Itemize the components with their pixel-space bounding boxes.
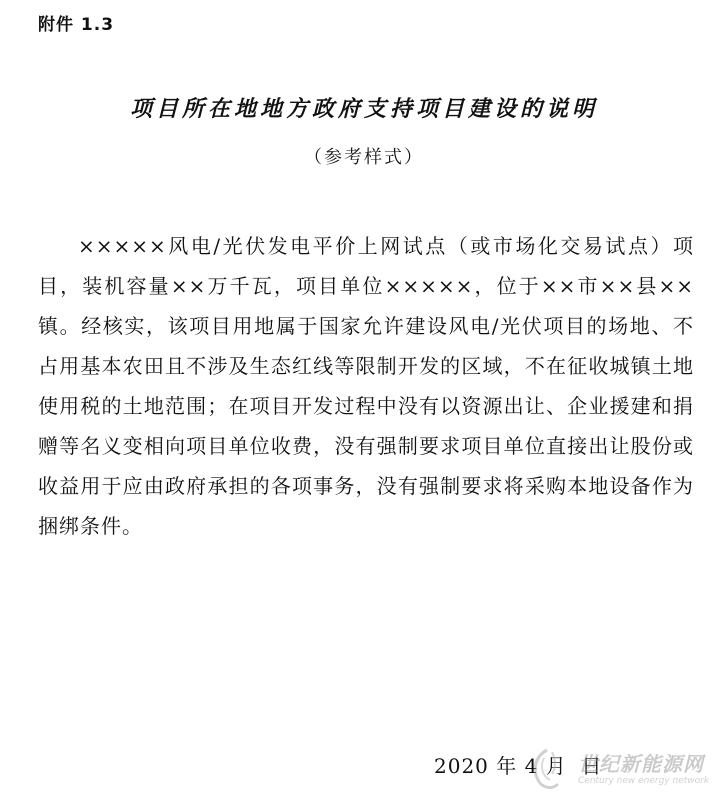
watermark-logo-icon (522, 746, 572, 796)
body-paragraph: ×××××风电/光伏发电平价上网试点（或市场化交易试点）项目，装机容量××万千瓦，项目单位×××××，位于××市××县××镇。经核实，该项目用地属于国家允许建设风电/光伏项目的场地、不占用基本农田且不涉及生态红线等限制开发的区域，不在征收城镇土地使用税的土地范围；在项目开发过程中没有以资源出让、企业援建和捐赠等名义变相向项目单位收费，没有强制要求项目单位直接出让股份或收益用于应由政府承担的各项事务，没有强制要求将采购本地设备作为捆绑条件。 (38, 234, 694, 538)
attachment-label: 附件 1.3 (38, 15, 115, 35)
document-subtitle: （参考样式） (304, 147, 424, 168)
watermark-subtext: Century new energy network (578, 776, 710, 786)
watermark (522, 742, 722, 802)
document-title: 项目所在地地方政府支持项目建设的说明 (129, 97, 598, 122)
document-date: 2020 年 4 月 日 (434, 754, 603, 778)
watermark-name: 世纪新能源网 (578, 752, 704, 776)
